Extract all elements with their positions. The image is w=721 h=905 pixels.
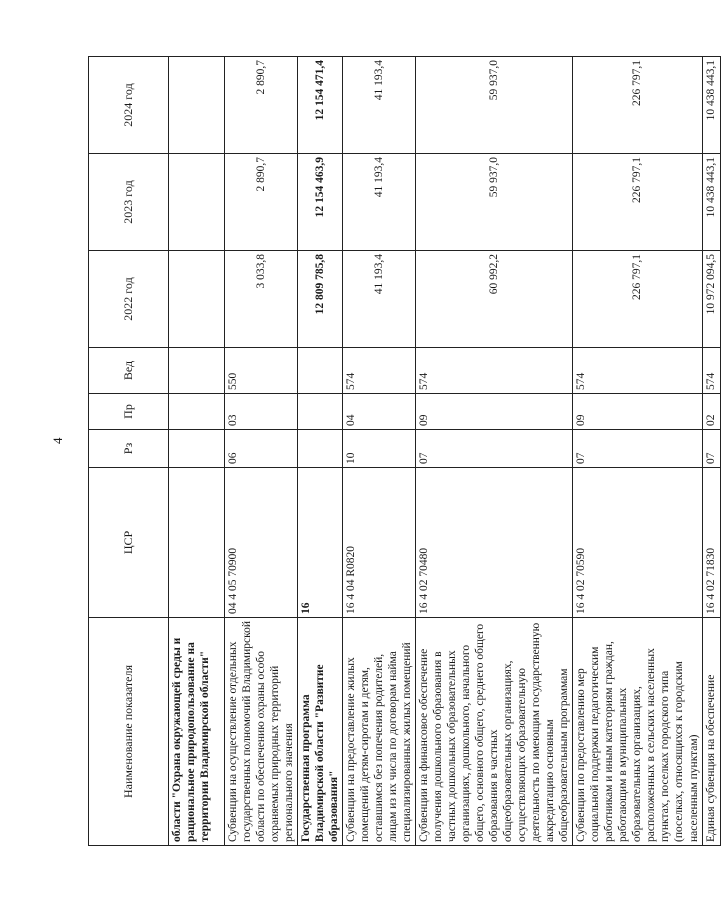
cell-pr: 04	[343, 394, 416, 430]
cell-pr	[169, 394, 225, 430]
cell-rz: 10	[343, 430, 416, 468]
cell-2024: 226 797,1	[573, 57, 702, 154]
cell-name: Субвенции на осуществление отдельных государственных полномочий Владимирской области по обеспечению охраны особо охраняемых природных территорий регионального значения	[225, 618, 298, 846]
header-csr: ЦСР	[89, 468, 169, 618]
header-2024: 2024 год	[89, 57, 169, 154]
cell-2022: 10 972 094,5	[702, 251, 720, 348]
cell-2023: 2 890,7	[225, 154, 298, 251]
cell-2022: 41 193,4	[343, 251, 416, 348]
cell-rz: 06	[225, 430, 298, 468]
cell-csr: 04 4 05 70900	[225, 468, 298, 618]
cell-csr: 16 4 02 71830	[702, 468, 720, 618]
cell-2024	[169, 57, 225, 154]
cell-2024: 10 438 443,1	[702, 57, 720, 154]
cell-2023: 226 797,1	[573, 154, 702, 251]
cell-csr: 16 4 04 R0820	[343, 468, 416, 618]
table-header-row	[89, 57, 169, 846]
header-name: Наименование показателя	[89, 618, 169, 846]
cell-pr: 09	[573, 394, 702, 430]
cell-2023: 12 154 463,9	[298, 154, 343, 251]
cell-2023: 10 438 443,1	[702, 154, 720, 251]
cell-2022	[169, 251, 225, 348]
cell-rz	[298, 430, 343, 468]
cell-rz: 07	[702, 430, 720, 468]
cell-ved	[298, 348, 343, 394]
cell-2022: 3 033,8	[225, 251, 298, 348]
cell-ved: 574	[573, 348, 702, 394]
cell-pr	[298, 394, 343, 430]
cell-name: Государственная программа Владимирской области "Развитие образования"	[298, 618, 343, 846]
cell-2024: 41 193,4	[343, 57, 416, 154]
cell-2022: 226 797,1	[573, 251, 702, 348]
header-2023: 2023 год	[89, 154, 169, 251]
cell-csr	[169, 468, 225, 618]
table-row	[298, 57, 343, 846]
header-pr: Пр	[89, 394, 169, 430]
page-number: 4	[50, 437, 65, 444]
cell-ved: 550	[225, 348, 298, 394]
header-rz: Рз	[89, 430, 169, 468]
cell-name: области "Охрана окружающей среды и рациональное природопользование на территории Владимирской области"	[169, 618, 225, 846]
cell-name: Субвенции на предоставление жилых помещений детям-сиротам и детям, оставшимся без попечения родителей, лицам из их числа по договорам найма специализированных жилых помещений	[343, 618, 416, 846]
cell-name: Субвенции по предоставлению мер социальной поддержки педагогическим работникам и иным категориям граждан, работающим в муниципальных образовательных организациях, расположенных в сельских населенных пунктах, поселках городского типа (поселках, относящихся к городским населенным пунктам)	[573, 618, 702, 846]
cell-ved: 574	[702, 348, 720, 394]
table-row	[573, 57, 702, 846]
cell-rz: 07	[416, 430, 573, 468]
cell-2023: 41 193,4	[343, 154, 416, 251]
cell-pr: 09	[416, 394, 573, 430]
cell-ved: 574	[416, 348, 573, 394]
cell-2024: 12 154 471,4	[298, 57, 343, 154]
budget-table-rotated	[88, 56, 717, 846]
cell-ved	[169, 348, 225, 394]
cell-csr: 16 4 02 70590	[573, 468, 702, 618]
header-ved: Вед	[89, 348, 169, 394]
cell-pr: 02	[702, 394, 720, 430]
cell-2023	[169, 154, 225, 251]
cell-2024: 2 890,7	[225, 57, 298, 154]
cell-ved: 574	[343, 348, 416, 394]
cell-2023: 59 937,0	[416, 154, 573, 251]
budget-table	[88, 56, 721, 846]
cell-rz: 07	[573, 430, 702, 468]
cell-pr: 03	[225, 394, 298, 430]
header-2022: 2022 год	[89, 251, 169, 348]
table-row	[169, 57, 225, 846]
cell-2022: 60 992,2	[416, 251, 573, 348]
table-row	[702, 57, 720, 846]
cell-2022: 12 809 785,8	[298, 251, 343, 348]
cell-name: Единая субвенция на обеспечение	[702, 618, 720, 846]
cell-name: Субвенции на финансовое обеспечение получения дошкольного образования в частных дошкольных образовательных организациях, дошкольного, начального общего, основного общего, среднего общего образования в частных общеобразовательных организациях, осуществляющих образовательную деятельность по имеющим государственную аккредитацию основным общеобразовательным программам	[416, 618, 573, 846]
cell-2024: 59 937,0	[416, 57, 573, 154]
table-row	[343, 57, 416, 846]
cell-csr: 16	[298, 468, 343, 618]
table-row	[416, 57, 573, 846]
cell-rz	[169, 430, 225, 468]
table-row	[225, 57, 298, 846]
cell-csr: 16 4 02 70480	[416, 468, 573, 618]
